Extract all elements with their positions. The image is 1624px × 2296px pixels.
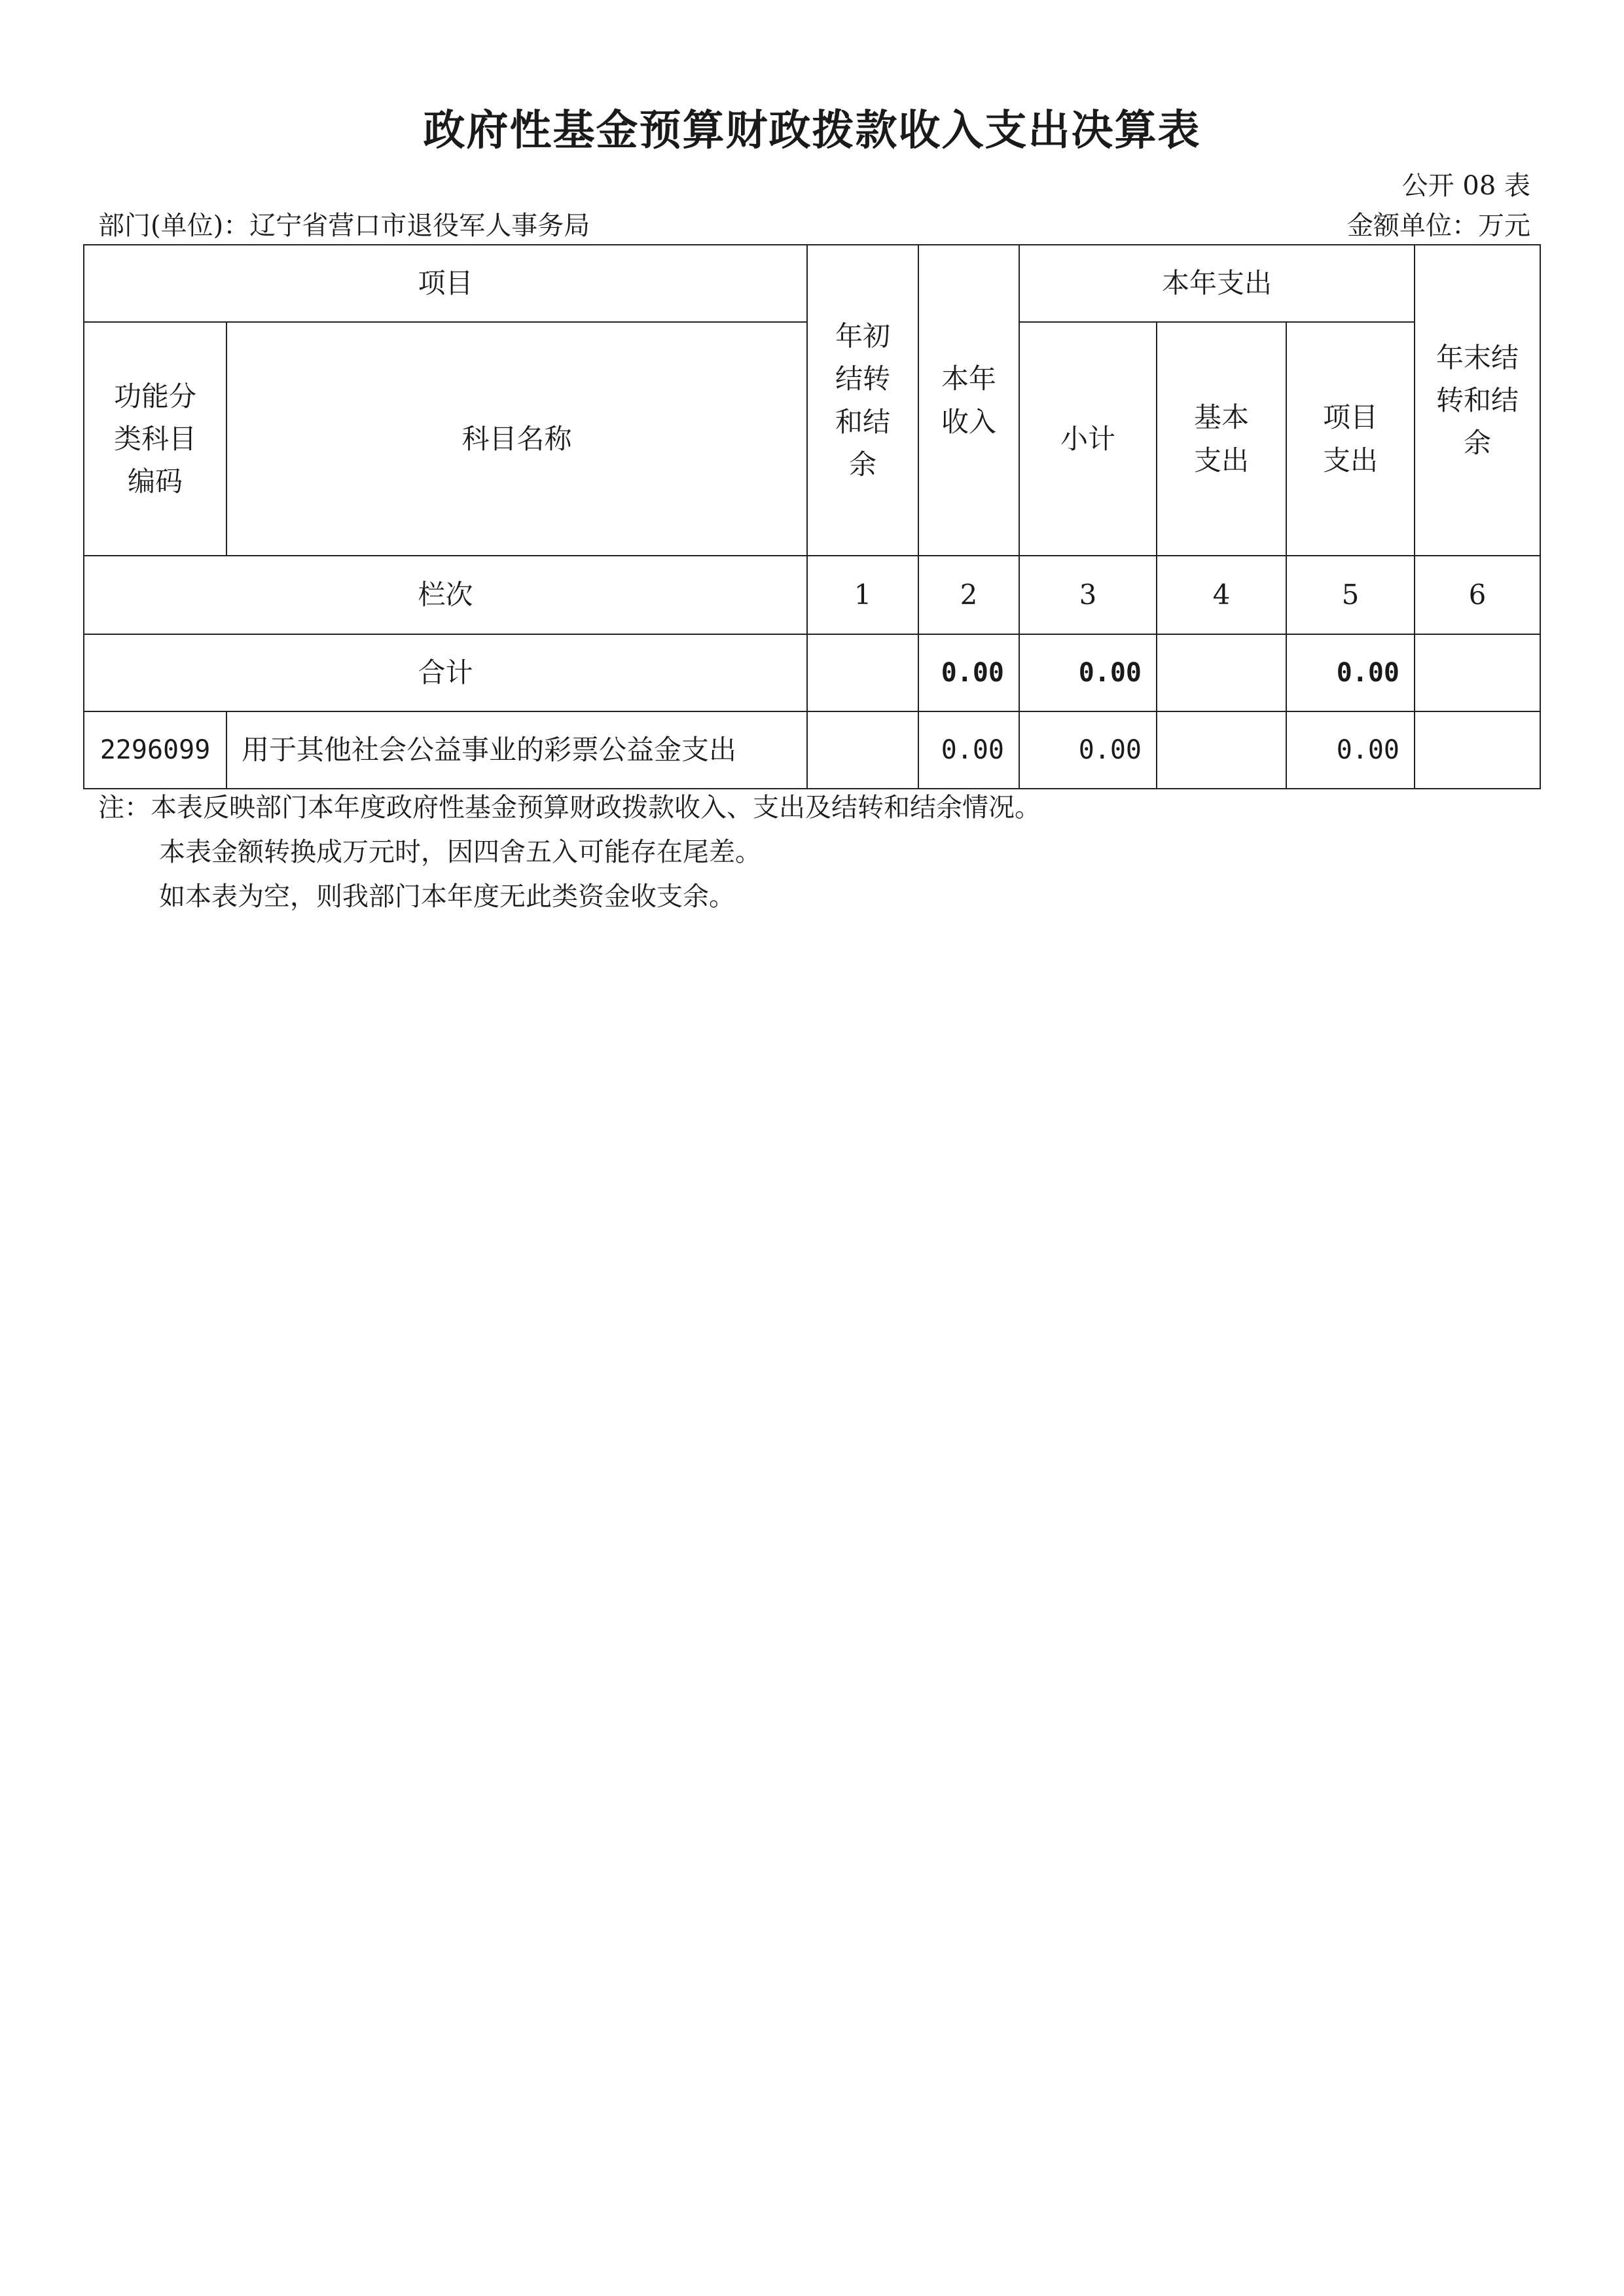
header-subtotal: 小计 bbox=[1019, 322, 1157, 556]
total-subtotal: 0.00 bbox=[1019, 634, 1157, 711]
table-row bbox=[84, 711, 1540, 789]
total-label: 合计 bbox=[84, 634, 807, 711]
amount-unit-label: 金额单位：万元 bbox=[1347, 211, 1530, 241]
header-income: 本年收入 bbox=[918, 245, 1019, 556]
row-subtotal: 0.00 bbox=[1019, 711, 1157, 789]
total-row bbox=[84, 634, 1540, 711]
column-number: 4 bbox=[1157, 556, 1286, 634]
header-basic: 基本支出 bbox=[1157, 322, 1286, 556]
row-end-balance bbox=[1415, 711, 1540, 789]
header-item: 项目 bbox=[84, 245, 807, 322]
note-line: 注：本表反映部门本年度政府性基金预算财政拨款收入、支出及结转和结余情况。 bbox=[98, 793, 1041, 823]
column-number: 3 bbox=[1019, 556, 1157, 634]
column-number-row bbox=[84, 556, 1540, 634]
header-begin-balance: 年初结转和结余 bbox=[807, 245, 918, 556]
total-basic bbox=[1157, 634, 1286, 711]
total-begin-balance bbox=[807, 634, 918, 711]
row-name: 用于其他社会公益事业的彩票公益金支出 bbox=[226, 711, 807, 789]
row-project: 0.00 bbox=[1286, 711, 1415, 789]
header-end-balance: 年末结转和结余 bbox=[1415, 245, 1540, 556]
note-line: 本表金额转换成万元时，因四舍五入可能存在尾差。 bbox=[159, 837, 761, 867]
department-label: 部门(单位)：辽宁省营口市退役军人事务局 bbox=[98, 211, 590, 241]
column-number: 2 bbox=[918, 556, 1019, 634]
note-line: 如本表为空，则我部门本年度无此类资金收支余。 bbox=[159, 882, 735, 912]
header-code: 功能分类科目编码 bbox=[84, 322, 226, 556]
column-number: 6 bbox=[1415, 556, 1540, 634]
budget-table bbox=[83, 244, 1541, 789]
header-project: 项目支出 bbox=[1286, 322, 1415, 556]
form-number: 公开 08 表 bbox=[1401, 171, 1530, 201]
row-code: 2296099 bbox=[84, 711, 226, 789]
row-basic bbox=[1157, 711, 1286, 789]
total-income: 0.00 bbox=[918, 634, 1019, 711]
column-row-label: 栏次 bbox=[84, 556, 807, 634]
header-expense: 本年支出 bbox=[1019, 245, 1415, 322]
row-begin-balance bbox=[807, 711, 918, 789]
page-title: 政府性基金预算财政拨款收入支出决算表 bbox=[423, 107, 1201, 155]
header-name: 科目名称 bbox=[226, 322, 807, 556]
total-end-balance bbox=[1415, 634, 1540, 711]
column-number: 1 bbox=[807, 556, 918, 634]
total-project: 0.00 bbox=[1286, 634, 1415, 711]
row-income: 0.00 bbox=[918, 711, 1019, 789]
notes bbox=[98, 785, 1041, 919]
column-number: 5 bbox=[1286, 556, 1415, 634]
